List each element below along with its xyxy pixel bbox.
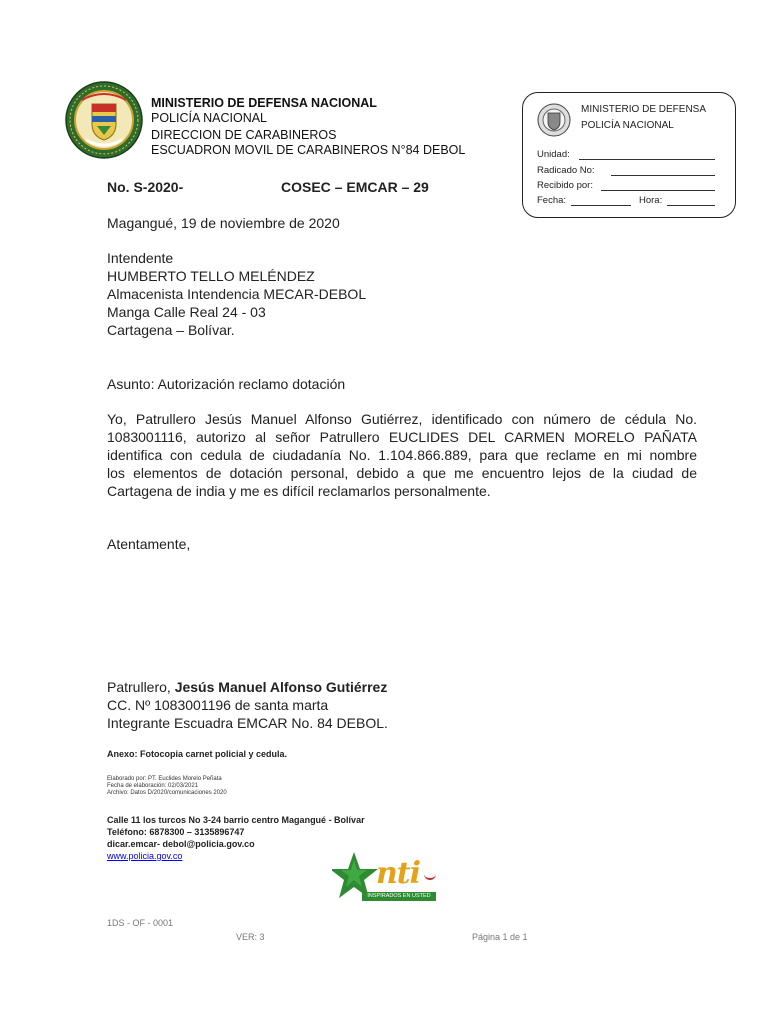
stamp-unidad-label: Unidad: (537, 149, 570, 160)
closing: Atentamente, (107, 536, 191, 552)
document-number: No. S-2020- (107, 179, 184, 195)
footer-website-link[interactable]: www.policia.gov.co (107, 851, 183, 861)
footer-email: dicar.emcar- debol@policia.gov.co (107, 839, 255, 849)
stamp-fecha-line (571, 205, 631, 206)
logo-text: nti (376, 856, 421, 891)
header-ministry: MINISTERIO DE DEFENSA NACIONAL (151, 96, 377, 110)
stamp-radicado-line (611, 175, 715, 176)
header-squadron: ESCUADRON MOVIL DE CARABINEROS N°84 DEBOL (151, 143, 466, 157)
meta-archivo: Archivo: Datos D/2020/comunicaciones 2020 (107, 790, 227, 796)
reception-stamp (522, 92, 736, 218)
body-line: Yo, Patrullero Jesús Manuel Alfonso Gutiérrez, identificado con número de cédula No. (107, 411, 697, 427)
header-direction: DIRECCION DE CARABINEROS (151, 128, 337, 142)
body-line: 1083001116, autorizo al señor Patrullero EUCLIDES DEL CARMEN MORELO PAÑATA (107, 429, 697, 445)
version: VER: 3 (236, 932, 265, 942)
stamp-hora-line (667, 205, 715, 206)
document-date: Magangué, 19 de noviembre de 2020 (107, 215, 340, 231)
footer-phone: Teléfono: 6878300 – 3135896747 (107, 827, 245, 837)
signature-rank: Patrullero, (107, 679, 175, 695)
body-line: identifica con cedula de ciudadanía No. 1.104.866.889, para que reclame en mi nombre (107, 447, 697, 463)
page-number: Página 1 de 1 (472, 932, 528, 942)
subject-line: Asunto: Autorización reclamo dotación (107, 376, 346, 392)
body-line: los elementos de dotación personal, debido a que me encuentro lejos de la ciudad de (107, 465, 697, 481)
footer-address: Calle 11 los turcos No 3-24 barrio centro Magangué - Bolívar (107, 815, 365, 825)
document-code: COSEC – EMCAR – 29 (281, 179, 429, 195)
logo-tagline: INSPIRADOS EN USTED (362, 892, 436, 901)
police-seal-icon (64, 80, 144, 160)
meta-fecha: Fecha de elaboración: 02/03/2021 (107, 783, 199, 789)
meta-elaborado: Elaborado por: PT. Euclides Morelo Peñata (107, 776, 222, 782)
stamp-recibido-line (601, 190, 715, 191)
stamp-title-police: POLICÍA NACIONAL (581, 120, 674, 131)
stamp-radicado-label: Radicado No: (537, 165, 595, 176)
stamp-title-ministry: MINISTERIO DE DEFENSA (581, 104, 707, 115)
annex: Anexo: Fotocopia carnet policial y cedula. (107, 749, 288, 759)
form-code: 1DS - OF - 0001 (107, 918, 174, 928)
signature-name: Jesús Manuel Alfonso Gutiérrez (174, 679, 388, 695)
header-police: POLICÍA NACIONAL (151, 111, 268, 125)
nti-logo (332, 850, 438, 908)
recipient-address: Manga Calle Real 24 - 03 (107, 304, 266, 320)
footer-website-row (107, 850, 182, 863)
signature-line (107, 678, 387, 696)
recipient-role: Almacenista Intendencia MECAR-DEBOL (107, 286, 367, 302)
signature-unit: Integrante Escuadra EMCAR No. 84 DEBOL. (107, 715, 388, 731)
signature-id: CC. Nº 1083001196 de santa marta (107, 697, 329, 713)
stamp-fecha-label: Fecha: (537, 195, 567, 206)
stamp-seal-icon (537, 103, 571, 137)
recipient-name: HUMBERTO TELLO MELÉNDEZ (107, 268, 315, 284)
stamp-hora-label: Hora: (639, 195, 663, 206)
body-paragraph (107, 410, 697, 500)
stamp-unidad-line (579, 159, 715, 160)
recipient-rank: Intendente (107, 250, 174, 266)
body-line: Cartagena de india y me es difícil reclamarlos personalmente. (107, 483, 491, 499)
stamp-recibido-label: Recibido por: (537, 180, 593, 191)
recipient-city: Cartagena – Bolívar. (107, 322, 235, 338)
